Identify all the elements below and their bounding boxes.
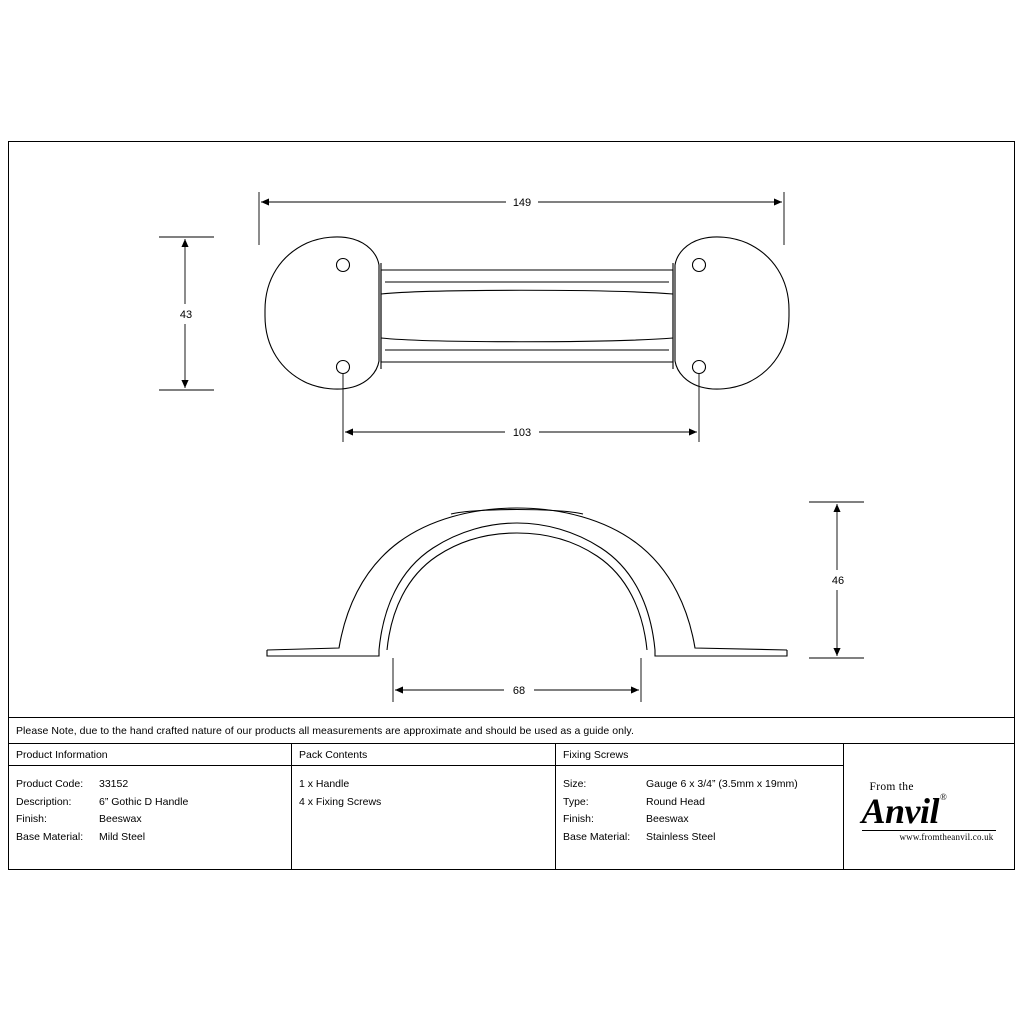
fixing-screws-heading: Fixing Screws [556, 744, 843, 766]
product-information-heading: Product Information [9, 744, 291, 766]
dimension-label-base-width: 68 [512, 685, 526, 697]
fixing-screws-column [556, 744, 844, 869]
measurement-note-text: Please Note, due to the hand crafted nature of our products all measurements are approximate and should be used as a guide only. [16, 724, 634, 737]
list-item: 1 x Handle [299, 778, 350, 790]
screw-type-value: Round Head [646, 795, 705, 808]
logo-wordmark [854, 790, 1004, 831]
screw-base-material-value: Stainless Steel [646, 830, 716, 843]
screw-finish-label: Finish: [563, 813, 594, 825]
table-row [563, 794, 836, 812]
drawing-sheet [8, 141, 1015, 870]
dimension-label-projection: 46 [831, 575, 845, 587]
product-information-column [9, 744, 292, 869]
logo-top-text: From the [869, 780, 914, 793]
screw-type-label: Type: [563, 795, 589, 808]
dimension-label-fixing-centres: 103 [512, 427, 532, 439]
base-material-label: Base Material: [16, 830, 84, 843]
information-table [9, 743, 1014, 869]
dimension-label-plate-height: 43 [179, 309, 193, 321]
fixing-screws-body [556, 766, 843, 846]
table-row [16, 794, 284, 812]
table-row [563, 811, 836, 829]
screw-size-value: Gauge 6 x 3/4” (3.5mm x 19mm) [646, 778, 798, 790]
base-material-value: Mild Steel [99, 830, 146, 843]
registered-trademark-icon: ® [940, 791, 947, 802]
table-row [563, 829, 836, 847]
from-the-anvil-logo [854, 781, 1004, 842]
brand-logo-column [844, 744, 1013, 869]
pack-contents-heading: Pack Contents [292, 744, 555, 766]
logo-wordmark-text: Anvil [861, 790, 940, 831]
list-item: 4 x Fixing Screws [299, 795, 382, 808]
screw-finish-value: Beeswax [646, 813, 689, 825]
dimension-label-overall-length: 149 [512, 197, 532, 209]
table-row [16, 776, 284, 794]
logo-website-url: www.fromtheanvil.co.uk [899, 831, 994, 842]
table-row [563, 776, 836, 794]
measurement-note-row [9, 717, 1014, 743]
technical-drawing [9, 142, 1014, 717]
screw-base-material-label: Base Material: [563, 830, 631, 843]
description-label: Description: [16, 795, 72, 808]
table-row [16, 811, 284, 829]
pack-contents-body [292, 766, 555, 811]
finish-value: Beeswax [99, 813, 142, 825]
pack-contents-column [292, 744, 556, 869]
description-value: 6” Gothic D Handle [99, 795, 189, 808]
finish-label: Finish: [16, 813, 47, 825]
table-row [16, 829, 284, 847]
product-code-label: Product Code: [16, 778, 84, 790]
screw-size-label: Size: [563, 778, 587, 790]
product-information-body [9, 766, 291, 846]
product-code-value: 33152 [99, 778, 129, 790]
